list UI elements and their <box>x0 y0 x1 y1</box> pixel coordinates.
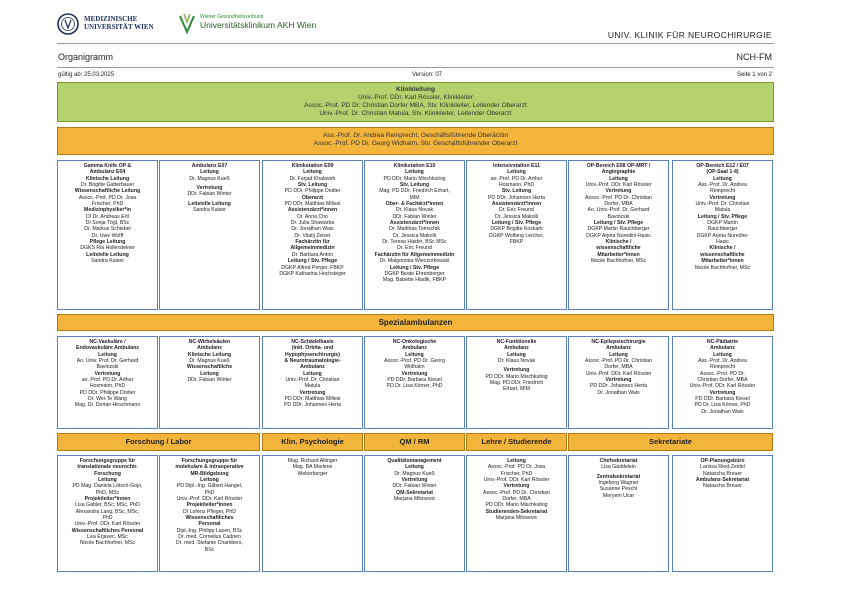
person-name: PD DDr. Johannes Herta <box>487 194 546 201</box>
person-name: Alexandra Lang, BSc, MSc, <box>75 508 140 515</box>
bottom-unit-box <box>364 455 465 572</box>
role-label: Leitung / Stv. Pflege <box>697 213 748 220</box>
person-name: DGKP Wolfang Lercher, <box>488 232 545 239</box>
person-name: Natascha Breuer <box>703 483 742 490</box>
person-name: Lea Erjavec, MSc <box>87 534 128 541</box>
clinic-leadership-box <box>57 82 774 122</box>
person-name: Univ.-Prof. DDr. Karl Rössler <box>689 383 756 390</box>
spezial-header: Spezialambulanzen <box>57 314 774 331</box>
person-name: Dr. Julia Shawarba <box>290 220 335 227</box>
unit-box <box>262 160 363 310</box>
role-label: Leitung <box>609 351 628 358</box>
person-name: Dr. Klaus Novak <box>395 207 434 214</box>
person-name: Dr. Barbara Anton <box>291 251 334 258</box>
person-name: Dr. Matthias Tomschik <box>389 226 440 233</box>
person-name: Assoc.-Prof. PD Dr. Josa <box>78 194 137 201</box>
muw-name-line1: MEDIZINISCHE <box>84 15 138 23</box>
role-label: molekulare & intraoperative <box>175 464 244 471</box>
person-name: DDr. Fabian Winter <box>187 191 232 198</box>
person-name: Assoc.-Prof. PD Dr. Josa <box>487 464 546 471</box>
doc-code: NCH-FM <box>736 52 772 62</box>
role-label: Allgemeinmedizin <box>290 245 335 252</box>
unit-box <box>672 160 773 310</box>
role-label: Vertretung <box>709 389 736 396</box>
department-title: UNIV. KLINIK FÜR NEUROCHIRURGIE <box>607 30 772 40</box>
role-label: Leitung <box>200 477 219 484</box>
person-name: ao. Prof. PD Dr. Arthur <box>490 175 543 182</box>
person-name: Lisa Gabler, BSc, MSc, PhD <box>75 502 140 509</box>
person-name: Reinprecht <box>709 364 736 371</box>
spezial-unit-box <box>672 336 773 429</box>
person-name: Lisa Gäddelein <box>601 464 636 471</box>
role-label: Leitung <box>303 169 322 176</box>
page-number: Seite 1 von 2 <box>736 72 772 78</box>
role-label: Leitung <box>200 169 219 176</box>
role-label: Klinische Leitung <box>187 351 232 358</box>
role-label: Klinische / <box>709 245 736 252</box>
spezial-unit-box <box>159 336 260 429</box>
role-label: OP-Planungsbüro <box>700 458 745 464</box>
role-label: Personal <box>198 521 221 528</box>
person-name: DDr. Fabian Winter <box>392 483 437 490</box>
person-name: Mag. PD DDr. Friedrich <box>489 380 544 387</box>
role-label: Zentralsekretariat <box>596 473 641 480</box>
role-label: Leitung <box>507 458 526 464</box>
bottom-unit-box <box>159 455 260 572</box>
person-name: Assoc.-Prof. PD Dr. Christian <box>585 358 652 365</box>
person-name: DGKP Martin Rauchberger <box>587 226 650 233</box>
unit-box <box>568 160 669 310</box>
role-label: Angiographie <box>601 169 636 176</box>
person-name: Frischer, PhD <box>91 201 124 208</box>
person-name: Weberberger <box>297 470 328 477</box>
role-label: Ambulanz <box>710 345 735 352</box>
person-name: DGKP Alfred Perger, FBKP <box>281 264 344 271</box>
unit-box <box>159 160 260 310</box>
role-label: Leitstelle Leitung <box>86 251 129 258</box>
role-label: Ambulanz <box>606 345 631 352</box>
person-name: Dr. Anna Cho <box>297 213 328 220</box>
person-name: ao. Prof. PD Dr. Arthur <box>81 377 134 384</box>
role-label: Assistenzärzt*innen <box>491 201 542 208</box>
person-name: Meryem Ucar <box>602 492 635 499</box>
role-label: NC-Funktionelle <box>496 339 537 345</box>
role-label: Vertretung <box>299 389 326 396</box>
role-label: Vertretung <box>709 194 736 201</box>
role-label: Chefsekretariat <box>599 458 638 464</box>
role-label: NC-Onkologische <box>392 339 437 345</box>
muw-seal-icon <box>57 13 79 35</box>
version: Version: 07 <box>412 72 443 78</box>
role-label: Leitung <box>713 351 732 358</box>
person-name: Dr. Wei-Te Wang <box>88 396 127 403</box>
role-label: Wissenschaftliche <box>186 364 233 371</box>
role-label: Klinikstation E09 <box>291 163 334 169</box>
person-name: PhD <box>204 489 215 496</box>
person-name: Ingeborg Wagner <box>598 480 639 487</box>
person-name: Dr. Jonathan Wais <box>597 389 640 396</box>
role-label: Leitung <box>200 370 219 377</box>
role-label: Forschung <box>94 470 121 477</box>
role-label: Ambulanz <box>504 345 529 352</box>
role-label: Wissenschaftliche Leitung <box>74 188 141 195</box>
secretariat-header: Sekretariate <box>568 433 773 451</box>
person-name: Dr. Magnus Kueß <box>189 175 230 182</box>
unit-box <box>466 160 567 310</box>
person-name: Bavinzski <box>96 364 119 371</box>
person-name: PD DDr. Barbara Kiesel <box>695 396 750 403</box>
management-line: Ass.-Prof. Dr. Andrea Reinprecht, Geschäftsführende Oberärztin <box>323 132 508 139</box>
person-name: DDr. Fabian Winter <box>392 213 437 220</box>
akh-logo <box>178 12 358 36</box>
person-name: Univ.-Prof. Dr. Christian <box>285 377 340 384</box>
person-name: Dr. Brigitte Gatterbauer <box>80 182 135 189</box>
role-label: wissenschaftliche <box>596 245 641 252</box>
person-name: PD DDr. Barbara Kiesel <box>387 377 442 384</box>
person-name: DGKP Arjeta Nuredini- <box>696 232 749 239</box>
psychology-header: Klin. Psychologie <box>262 433 363 451</box>
person-name: Nicole Bachhofner, MSc <box>79 540 136 547</box>
management-line: Assoc.-Prof. PD Dr. Georg Widhalm, Stv. Geschäftsführender Oberarzt <box>313 139 518 147</box>
person-name: Dr. med. Cornelius Cadrien <box>178 534 241 541</box>
person-name: DI Dr. Andreas Ertl <box>86 213 129 220</box>
bottom-unit-box <box>57 455 158 572</box>
person-name: Dr. Eric Freund <box>397 245 432 252</box>
person-name: BSc <box>204 546 215 553</box>
role-label: Leitung <box>713 175 732 182</box>
person-name: Univ.-Prof. DDr. Karl Rössler <box>74 521 141 528</box>
person-name: DI Sonja Tögl, BSc <box>85 220 130 227</box>
person-name: Ass.-Prof. Dr. Andrea <box>698 358 747 365</box>
role-label: Endovaskuläre Ambulanz <box>76 345 139 352</box>
person-name: Dr. Markus Schiebel <box>84 226 131 233</box>
role-label: Stv. Leitung <box>501 188 532 195</box>
role-label: Ambulanz E04 <box>89 169 126 176</box>
muw-name-line2: UNIVERSITÄT WIEN <box>84 22 154 31</box>
person-name: Dorfer, MBA <box>502 496 531 503</box>
role-label: Mitarbeiter*innen <box>701 258 744 265</box>
person-name: PD DDr. Mario Mischkulnig <box>485 373 548 380</box>
person-name: Univ.-Prof. DDr. Karl Rössler <box>585 370 652 377</box>
person-name: Dr. Uwe Wolff <box>91 232 124 239</box>
person-name: PD Dipl.-Ing. Gilbert Hangel, <box>176 483 243 490</box>
valid-date: gültig ab: 25.03.2025 <box>58 72 115 78</box>
bottom-unit-box <box>568 455 669 572</box>
person-name: Dorfer, MBA <box>604 364 633 371</box>
role-label: OP-Bereich E08 OP-MRT / <box>586 163 651 169</box>
person-name: Dr. Jonathan Wais <box>701 408 744 415</box>
person-name: Dorfer, MBA <box>604 201 633 208</box>
person-name: Marjana Milosevic <box>393 496 436 503</box>
person-name: Dr. med. Stefanie Chambers, <box>176 540 243 547</box>
person-name: PD DDr. Matthias Millesi <box>284 201 341 208</box>
teaching-header: Lehre / Studierende <box>466 433 567 451</box>
person-name: Sandra Kaiser <box>193 207 226 214</box>
role-label: Leitung <box>98 351 117 358</box>
role-label: Klinische Leitung <box>85 175 130 182</box>
person-name: Hosmann, PhD <box>498 182 535 189</box>
person-name: Univ.-Prof. DDr. Karl Rössler <box>483 477 550 484</box>
role-label: NC-Schädelbasis <box>291 339 334 345</box>
role-label: Leitung <box>405 351 424 358</box>
person-name: DGKP Brigitte Koskarti <box>490 226 543 233</box>
person-name: Assoc.-Prof. PD Dr. Christian <box>483 489 550 496</box>
person-name: Nicole Bachhofner, MSc <box>694 264 751 271</box>
akh-name: Universitätsklinikum AKH Wien <box>200 20 317 30</box>
person-name: Dr. Jessica Makolli <box>495 213 538 220</box>
role-label: Gamma Knife OP & <box>83 163 132 169</box>
role-label: Studierenden-Sekretariat <box>485 508 548 515</box>
person-name: Dipl.-Ing. Philipp Lazen, BSc <box>176 527 243 534</box>
person-name: Univ.-Prof. DDr. Karl Rössler <box>585 182 652 189</box>
bottom-unit-box <box>466 455 567 572</box>
person-name: PD DDr. Mario Mischkulnig <box>485 502 548 509</box>
spezial-unit-box <box>568 336 669 429</box>
role-label: Wissenschaftliches Personal <box>71 527 144 534</box>
role-label: Leitstelle Leitung <box>188 200 231 207</box>
spezial-unit-box <box>466 336 567 429</box>
person-name: FBKP <box>509 239 524 246</box>
role-label: Ambulanz <box>402 345 427 352</box>
akh-logo-icon <box>178 12 196 34</box>
role-label: Vertretung <box>94 370 121 377</box>
role-label: Ambulanz-Sekretariat <box>695 477 750 484</box>
role-label: Leitung / Stv. Pflege <box>491 220 542 227</box>
spezial-unit-box <box>364 336 465 429</box>
role-label: Forschungsgruppe für <box>79 458 136 464</box>
person-name: PD DDr. Mario Mischkulnig <box>383 175 446 182</box>
role-label: Vertretung <box>503 367 530 374</box>
qm-header: QM / RM <box>364 433 465 451</box>
person-name: PhD, MSc <box>95 489 120 496</box>
person-name: Dr. Magnus Kueß <box>189 358 230 365</box>
person-name: PD DDr. Johannes Herta <box>589 383 648 390</box>
person-name: PD Dr. Lisa Körner, PhD <box>386 383 443 390</box>
person-name: Mag. PD DDr. Friedrich Erhart, <box>379 188 450 195</box>
person-name: Frischer, PhD <box>500 470 533 477</box>
management-box <box>57 127 774 155</box>
role-label: Leitung <box>405 169 424 176</box>
person-name: Assoc.-Prof. PD Dr. Georg <box>384 358 445 365</box>
person-name: Dr. Jonathan Wais <box>291 226 334 233</box>
role-label: Projektleiter*innen <box>186 502 233 509</box>
person-name: Mag. Babette Hladik, FBKP <box>382 277 447 284</box>
person-name: Ao. Univ.-Prof. Dr. Gerhard <box>587 207 650 214</box>
role-label: Qualitätsmanagement <box>387 458 442 464</box>
person-name: PD DDr. Johannes Herta <box>283 402 342 409</box>
person-name: Mag. Dr. Dorian Hirschmann <box>74 402 141 409</box>
role-label: Leitung / Stv. Pflege <box>389 264 440 271</box>
person-name: PD Mag. Daniela Lötsch-Gojo, <box>72 483 143 490</box>
person-name: Mag. Richard Altinger <box>287 458 338 464</box>
person-name: Dr. Magnus Kueß <box>394 470 435 477</box>
person-name: DGKP Martin <box>707 220 738 227</box>
person-name: Dr. Eric Freund <box>499 207 534 214</box>
person-name: Natascha Breuer <box>703 470 742 477</box>
role-label: wissenschaftliche <box>700 251 745 258</box>
person-name: Dr. Malgorzata Wieczorkowski <box>379 258 450 265</box>
person-name: Rauchberger <box>707 226 738 233</box>
person-name: Sandra Kaiser <box>91 258 124 265</box>
role-label: NC-Wirbelsäulen <box>188 339 231 345</box>
role-label: Hypophysenchirurgie) <box>284 351 341 358</box>
role-label: Leitung <box>98 477 117 484</box>
person-name: Matula <box>304 383 321 390</box>
role-label: QM-Sekretariat <box>396 489 433 496</box>
muw-logo <box>57 12 167 36</box>
role-label: Projektleiter*innen <box>84 496 131 503</box>
person-name: DGKP Arjeta Nuredini-Hasic <box>586 232 651 239</box>
person-name: Matula <box>714 207 731 214</box>
research-header: Forschung / Labor <box>57 433 260 451</box>
person-name: Dr. Klaus Novak <box>497 358 536 365</box>
clinic-leadership-line: Univ.-Prof. Dr. Christian Matula, Stv. Klinikleiter, Leitender Oberarzt <box>319 109 512 117</box>
role-label: NC-Vaskuläre / <box>89 339 126 345</box>
person-name: Susanne Peschl <box>599 486 638 493</box>
person-name: Widhalm <box>404 364 425 371</box>
person-name: PhD <box>102 515 113 522</box>
role-label: Klinische / <box>605 239 632 246</box>
role-label: Intensivstation E11 <box>493 163 540 169</box>
role-label: Forschungsgruppe für <box>181 458 238 464</box>
role-label: Stv. Leitung <box>399 182 430 189</box>
person-name: Dr. Jessica Makolli <box>393 232 436 239</box>
role-label: NC-Pädiatrie <box>706 339 739 345</box>
role-label: Vertretung <box>503 483 530 490</box>
unit-box <box>364 160 465 310</box>
person-name: Mag. BA Marlene <box>292 464 333 471</box>
person-name: Bavinzski <box>607 213 630 220</box>
role-label: Medizinphysiker*in <box>84 207 131 214</box>
role-label: Leitung <box>405 464 424 471</box>
role-label: OP-Bereich E12 / E07 <box>696 163 749 169</box>
role-label: MR-Bildgebung <box>190 470 229 477</box>
role-label: & Neurotraumatologie- <box>284 358 341 365</box>
person-name: Marjana Milosevic <box>495 515 538 522</box>
person-name: Nicole Bachhofner, MSc <box>590 258 647 265</box>
role-label: Fachärztin für <box>295 239 330 246</box>
role-label: Leitung <box>609 175 628 182</box>
person-name: PD Dr. Lisa Körner, PhD <box>694 402 751 409</box>
clinic-leadership-line: Univ.-Prof. DDr. Karl Rössler, Klinikleiter <box>357 93 474 101</box>
role-label: translationale neurochir. <box>77 464 138 471</box>
role-label: Vertretung <box>605 188 632 195</box>
clinic-leadership-line: Assoc.-Prof. PD Dr. Christian Dorfer MBA, Stv. Klinikleiter, Leitender Oberarzt <box>304 101 527 109</box>
spezial-unit-box <box>57 336 158 429</box>
person-name: Dr. Farjad Khalaveh <box>289 175 336 182</box>
person-name: MIM <box>409 194 420 201</box>
role-label: Ambulanz E07 <box>191 163 228 169</box>
bottom-unit-box <box>672 455 773 572</box>
doc-title: Organigramm <box>58 52 114 62</box>
person-name: Dr. Vitalij Zeiser <box>294 232 331 239</box>
person-name: Larissa Ried-Zeidel <box>700 464 745 471</box>
person-name: Univ.-Prof. DDr. Karl Rössler <box>176 496 243 503</box>
role-label: Vertretung <box>196 185 223 192</box>
person-name: DGKS Ria Hollersteiner <box>80 245 135 252</box>
role-label: Vertretung <box>401 477 428 484</box>
akh-sub: Wiener Gesundheitsverbund <box>200 14 264 20</box>
person-name: Reinprecht <box>709 188 736 195</box>
role-label: Vertretung <box>605 377 632 384</box>
role-label: Fachärztin für Allgemeinmedizin <box>374 251 455 258</box>
role-label: Mitarbeiter*innen <box>597 251 640 258</box>
person-name: PD DDr. Matthias Millesi <box>284 396 341 403</box>
person-name: Hosmann, PhD <box>89 383 126 390</box>
role-label: Leitung <box>303 370 322 377</box>
role-label: (inkl. Orbita- und <box>291 345 334 352</box>
role-label: Ambulanz <box>300 364 325 371</box>
clinic-leadership-title: Klinikleitung <box>396 86 435 93</box>
person-name: Ass.-Prof. Dr. Andrea <box>698 182 747 189</box>
person-name: Assoc.-Prof. PD Dr. Christian <box>585 194 652 201</box>
role-label: Assistenzärzt*innen <box>389 220 440 227</box>
person-name: PD DDr. Philippe Dodier <box>284 188 341 195</box>
role-label: Vertretung <box>401 370 428 377</box>
person-name: DGKP Katharina Hochsteger <box>279 270 346 277</box>
person-name: Christian Dorfer, MBA <box>697 377 748 384</box>
unit-box <box>57 160 158 310</box>
spezial-unit-box <box>262 336 363 429</box>
bottom-unit-box <box>262 455 363 572</box>
person-name: Univ.-Prof. Dr. Christian <box>695 201 750 208</box>
role-label: Pflege Leitung <box>89 239 126 246</box>
role-label: Ambulanz <box>197 345 222 352</box>
person-name: DI Lorenz Pfleger, PhD <box>182 508 237 515</box>
role-label: NC-Epilepsiechirurgie <box>591 339 646 345</box>
person-name: Assoc.-Prof. PD Dr. <box>700 370 745 377</box>
role-label: Oberarzt <box>301 194 324 201</box>
role-label: Leitung <box>507 351 526 358</box>
person-name: DGKP Beate Ehrenberger <box>384 270 445 277</box>
person-name: Dr. Teresa Haider, BSc MSc <box>382 239 447 246</box>
person-name: Ao. Univ. Prof. Dr. Gerhard <box>76 358 139 365</box>
person-name: Hasic <box>716 239 729 246</box>
person-name: Erhart, MIM <box>502 386 531 393</box>
role-label: (OP-Saal 1-4) <box>706 169 739 176</box>
role-label: Klinikstation E10 <box>393 163 436 169</box>
person-name: PD DDr. Philippe Dodier <box>79 389 136 396</box>
role-label: Stv. Leitung <box>297 182 328 189</box>
person-name: DDr. Fabian Winter <box>187 377 232 384</box>
role-label: Wissenschaftliches <box>185 515 234 522</box>
role-label: Ober- & Fachärzt*innen <box>385 201 444 208</box>
role-label: Leitung / Stv. Pflege <box>287 258 338 265</box>
role-label: Leitung <box>507 169 526 176</box>
role-label: Leitung / Stv. Pflege <box>593 220 644 227</box>
role-label: Assistenzärzt*innen <box>287 207 338 214</box>
